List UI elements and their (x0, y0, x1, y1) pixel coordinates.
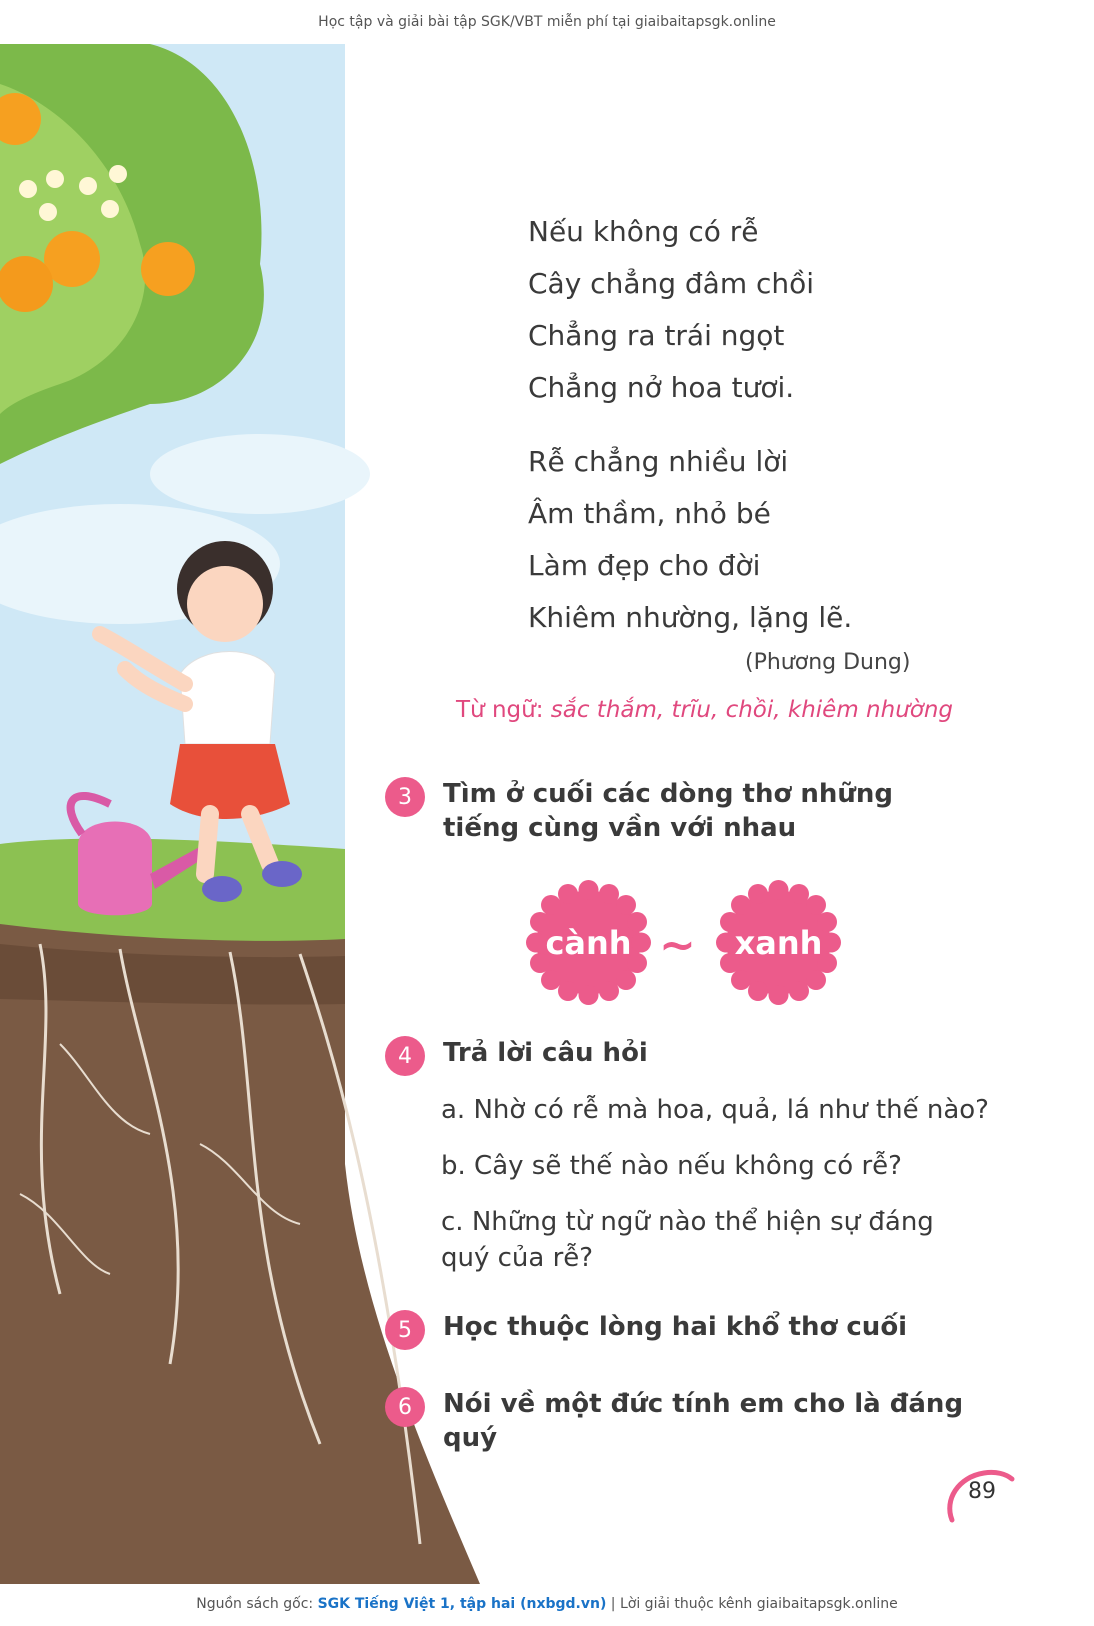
poem-line: Khiêm nhường, lặng lẽ. (528, 601, 853, 634)
poem-line: Rễ chẳng nhiều lời (528, 445, 789, 478)
vocabulary-label: Từ ngữ: (456, 697, 544, 723)
poem-stanza-2 (528, 436, 852, 644)
page-number-text: 89 (968, 1479, 996, 1504)
girl-shirt (180, 652, 275, 745)
poem-line: Chẳng ra trái ngọt (528, 319, 785, 352)
footer-prefix: Nguồn sách gốc: (196, 1596, 318, 1612)
girl-face (187, 566, 263, 642)
vocabulary-note (456, 697, 953, 723)
poem (528, 206, 852, 666)
grass (0, 839, 345, 945)
girl-shoe (202, 876, 242, 902)
poem-line: Làm đẹp cho đời (528, 549, 761, 582)
task-title: Học thuộc lòng hai khổ thơ cuối (443, 1312, 908, 1342)
rhyme-word: xanh (734, 923, 823, 962)
task-title: Trả lời câu hỏi (443, 1038, 648, 1068)
girl-skirt (170, 744, 290, 819)
footer-source-link[interactable]: SGK Tiếng Việt 1, tập hai (nxbgd.vn) (317, 1596, 607, 1612)
watering-can (78, 822, 152, 916)
poem-author: (Phương Dung) (745, 650, 911, 675)
question-item: b. Cây sẽ thế nào nếu không có rễ? (441, 1151, 902, 1181)
poem-line: Nếu không có rễ (528, 215, 759, 248)
task-number-badge: 5 (385, 1310, 425, 1350)
rhyme-connector: ~ (659, 920, 696, 971)
task-number-badge: 6 (385, 1387, 425, 1427)
question-list (441, 1092, 1001, 1296)
question-item: a. Nhờ có rễ mà hoa, quả, lá như thế nào? (441, 1095, 989, 1125)
footer-suffix: | Lời giải thuộc kênh giaibaitapsgk.online (606, 1596, 898, 1612)
rhyme-word-badge (716, 880, 841, 1005)
task-4 (385, 1036, 983, 1076)
task-title: Tìm ở cuối các dòng thơ những tiếng cùng vần với nhau (443, 779, 894, 843)
girl-shoe (262, 861, 302, 887)
task-title: Nói về một đức tính em cho là đáng quý (443, 1389, 964, 1453)
page-footer (0, 1596, 1094, 1612)
page-number (940, 1465, 1020, 1525)
poem-line: Chẳng nở hoa tươi. (528, 371, 795, 404)
rhyme-word-badge (526, 880, 651, 1005)
task-6 (385, 1387, 1023, 1455)
task-5 (385, 1310, 983, 1350)
orange-fruit (141, 242, 195, 296)
rhyme-pair (526, 880, 846, 1005)
poem-stanza-1 (528, 206, 852, 414)
poem-line: Cây chẳng đâm chồi (528, 267, 815, 300)
task-3 (385, 777, 963, 845)
page-header: Học tập và giải bài tập SGK/VBT miễn phí tại giaibaitapsgk.online (318, 14, 776, 30)
question-item: c. Những từ ngữ nào thể hiện sự đáng quý của rễ? (441, 1207, 934, 1273)
task-number-badge: 3 (385, 777, 425, 817)
task-number-badge: 4 (385, 1036, 425, 1076)
poem-line: Âm thầm, nhỏ bé (528, 497, 771, 530)
rhyme-word: cành (545, 923, 632, 962)
vocabulary-words: sắc thắm, trĩu, chồi, khiêm nhường (550, 697, 954, 723)
